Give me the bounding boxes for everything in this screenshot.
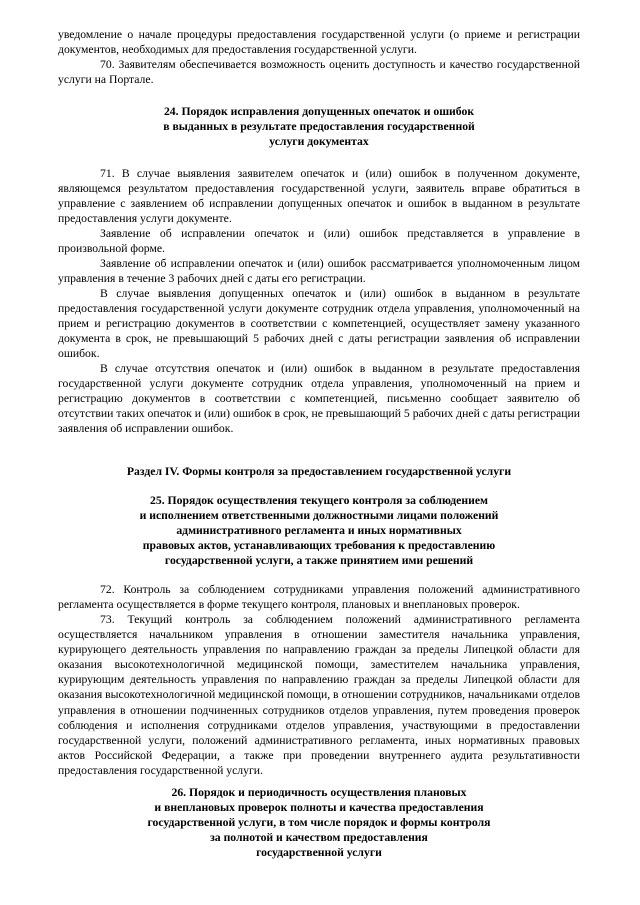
paragraph-72: 72. Контроль за соблюдением сотрудниками управления положений административного регламента осуществляется в форме текущего контроля, плановых и внеплановых проверок.	[58, 583, 580, 612]
paragraph-71-b: Заявление об исправлении опечаток и (или) ошибок представляется в управление в произвольной форме.	[58, 227, 580, 256]
paragraph-73: 73. Текущий контроль за соблюдением положений административного регламента осуществляется начальником управления в отношении заместителя начальника управления, курирующего деятельность управления по направлению граждан за пределы Липецкой области для оказания высокотехнологичной медицинской помощи, заместителем начальника управления, курирующим деятельность управления по направлению граждан за пределы Липецкой области для оказания высокотехнологичной медицинской помощи, в отношении сотрудников, начальниками отделов управления в отношении подчиненных сотрудников отделов управления, путем проведения проверок соблюдения и исполнения сотрудниками отделов управления, участвующими в предоставлении государственной услуги, положений административного регламента, иных нормативных правовых актов Российской Федерации, а также при проведении внутреннего аудита результативности предоставления государственной услуги.	[58, 613, 580, 777]
section-4-heading	[58, 464, 580, 479]
paragraph-71-c: Заявление об исправлении опечаток и (или) ошибок рассматривается уполномоченным лицом управления в течение 3 рабочих дней с даты его регистрации.	[58, 257, 580, 286]
heading-26	[58, 785, 580, 860]
heading-26-line-4: за полнотой и качеством предоставления	[210, 831, 428, 845]
heading-26-line-2: и внеплановых проверок полноты и качества предоставления	[154, 801, 484, 815]
heading-24-line-2: в выданных в результате предоставления государственной	[163, 120, 475, 134]
paragraph-70: 70. Заявителям обеспечивается возможность оценить доступность и качество государственной услуги на Портале.	[58, 58, 580, 87]
section-4-title: Раздел IV. Формы контроля за предоставлением государственной услуги	[126, 465, 512, 478]
heading-24-line-1: 24. Порядок исправления допущенных опечаток и ошибок	[163, 105, 475, 118]
paragraph-intro: уведомление о начале процедуры предоставления государственной услуги (о приеме и регистрации документов, необходимых для предоставления государственной услуги.	[58, 28, 580, 57]
heading-26-line-3: государственной услуги, в том числе порядок и формы контроля	[147, 816, 491, 830]
heading-24	[58, 104, 580, 149]
paragraph-71-d: В случае выявления допущенных опечаток и (или) ошибок в выданном в результате предоставления государственной услуги документе сотрудник отдела управления, уполномоченный на прием и регистрацию документов в соответствии с компетенцией, осуществляет замену указанного документа в срок, не превышающий 5 рабочих дней с даты регистрации заявления об исправлении ошибок.	[58, 287, 580, 361]
heading-25-line-5: государственной услуги, а также принятием ими решений	[164, 554, 474, 568]
heading-25-line-1: 25. Порядок осуществления текущего контроля за соблюдением	[150, 494, 488, 507]
heading-26-line-1: 26. Порядок и периодичность осуществления плановых	[171, 786, 467, 799]
heading-25	[58, 493, 580, 568]
heading-25-line-4: правовых актов, устанавливающих требования к предоставлению	[142, 539, 496, 553]
paragraph-71: 71. В случае выявления заявителем опечаток и (или) ошибок в полученном документе, являющемся результатом предоставления государственной услуги, заявитель вправе обратиться в управление с заявлением об исправлении допущенных опечаток и ошибок в выданном в результате предоставления услуги документе.	[58, 167, 580, 226]
paragraph-71-e: В случае отсутствия опечаток и (или) ошибок в выданном в результате предоставления государственной услуги документе сотрудник отдела управления, уполномоченный на прием и регистрацию документов в соответствии с компетенцией, письменно сообщает заявителю об отсутствии таких опечаток и (или) ошибок в срок, не превышающий 5 рабочих дней с даты регистрации заявления об исправлении ошибок.	[58, 362, 580, 436]
heading-25-line-2: и исполнением ответственными должностными лицами положений	[139, 509, 499, 523]
heading-24-line-3: услуги документах	[269, 135, 369, 149]
heading-26-line-5: государственной услуги	[256, 846, 382, 860]
heading-25-line-3: административного регламента и иных нормативных	[176, 524, 462, 538]
